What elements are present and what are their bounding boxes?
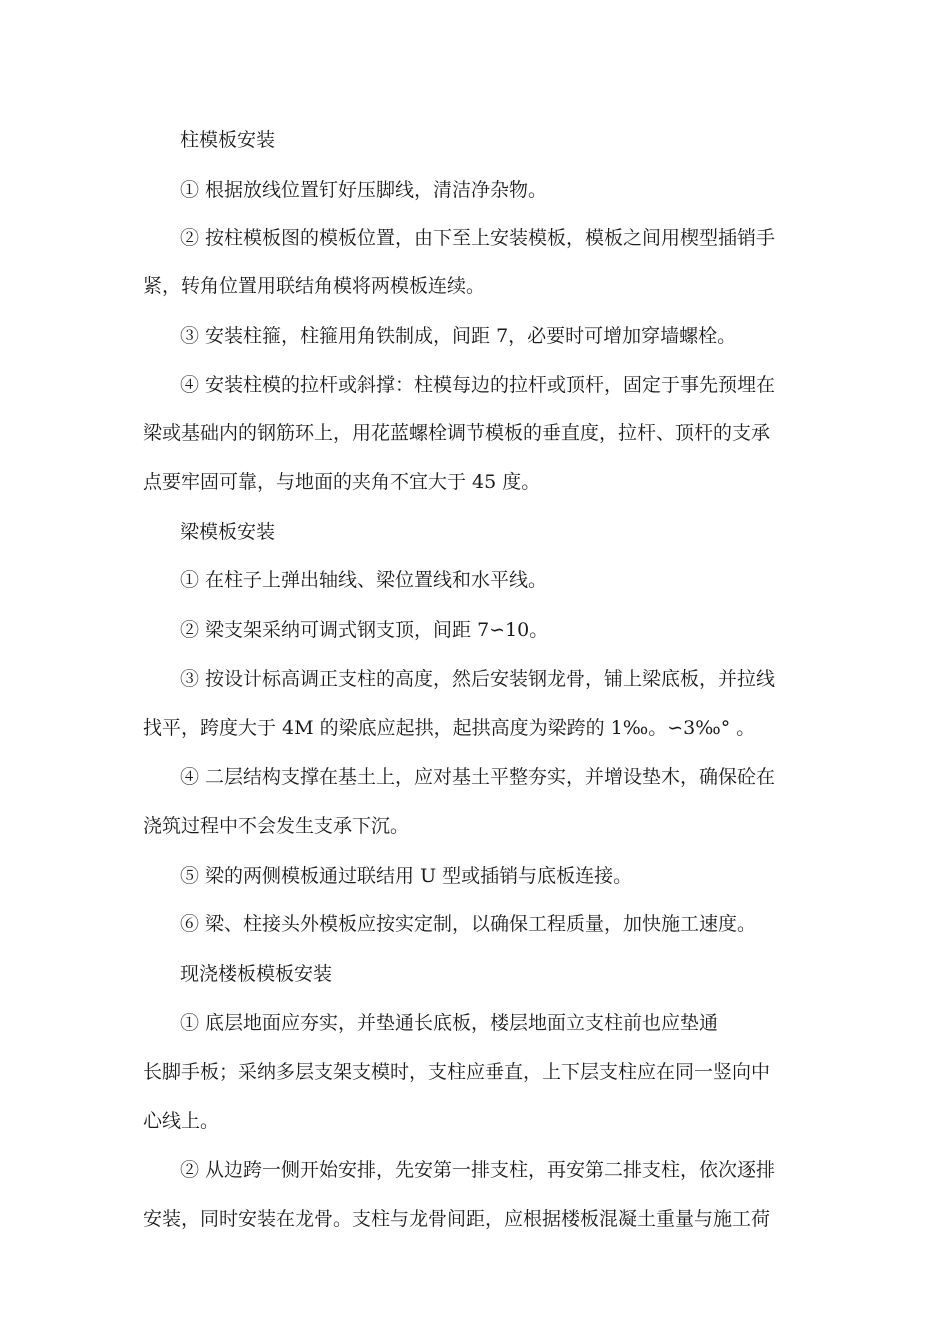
paragraph-line: ① 底层地面应夯实，并垫通长底板，楼层地面立支柱前也应垫通 <box>180 1012 719 1034</box>
paragraph-line: ② 从边跨一侧开始安排，先安第一排支柱，再安第二排支柱，依次逐排 <box>180 1159 776 1181</box>
paragraph-line: 安装，同时安装在龙骨。支柱与龙骨间距，应根据楼板混凝土重量与施工荷 <box>143 1208 771 1230</box>
paragraph-line: ③ 安装柱箍，柱箍用角铁制成，间距 7，必要时可增加穿墙螺栓。 <box>180 325 737 347</box>
heading-column-formwork: 柱模板安装 <box>180 129 276 151</box>
paragraph-line: ⑤ 梁的两侧模板通过联结用 U 型或插销与底板连接。 <box>180 865 633 887</box>
paragraph-line: 心线上。 <box>143 1110 220 1132</box>
paragraph-line: ⑥ 梁、柱接头外模板应按实定制，以确保工程质量，加快施工速度。 <box>180 913 757 935</box>
paragraph-line: 梁或基础内的钢筋环上，用花蓝螺栓调节模板的垂直度，拉杆、顶杆的支承 <box>143 422 771 444</box>
paragraph-line: ③ 按设计标高调正支柱的高度，然后安装钢龙骨，铺上梁底板，并拉线 <box>180 668 776 690</box>
paragraph-line: 紧，转角位置用联结角模将两模板连续。 <box>143 275 486 297</box>
paragraph-line: ① 根据放线位置钉好压脚线，清洁净杂物。 <box>180 179 548 201</box>
heading-beam-formwork: 梁模板安装 <box>180 521 276 543</box>
paragraph-line: ② 按柱模板图的模板位置，由下至上安装模板，模板之间用楔型插销手 <box>180 227 776 249</box>
paragraph-line: 找平，跨度大于 4M 的梁底应起拱，起拱高度为梁跨的 1‰。∽3‰° 。 <box>143 717 756 739</box>
paragraph-line: 长脚手板；采纳多层支架支模时，支柱应垂直，上下层支柱应在同一竖向中 <box>143 1061 771 1083</box>
paragraph-line: 浇筑过程中不会发生支承下沉。 <box>143 815 410 837</box>
heading-slab-formwork: 现浇楼板模板安装 <box>180 963 333 985</box>
paragraph-line: ② 梁支架采纳可调式钢支顶，间距 7∽10。 <box>180 619 549 641</box>
paragraph-line: 点要牢固可靠，与地面的夹角不宜大于 45 度。 <box>143 471 541 493</box>
paragraph-line: ④ 二层结构支撑在基土上，应对基土平整夯实，并增设垫木，确保砼在 <box>180 766 776 788</box>
paragraph-line: ④ 安装柱模的拉杆或斜撑：柱模每边的拉杆或顶杆，固定于事先预埋在 <box>180 374 776 396</box>
paragraph-line: ① 在柱子上弹出轴线、梁位置线和水平线。 <box>180 569 548 591</box>
